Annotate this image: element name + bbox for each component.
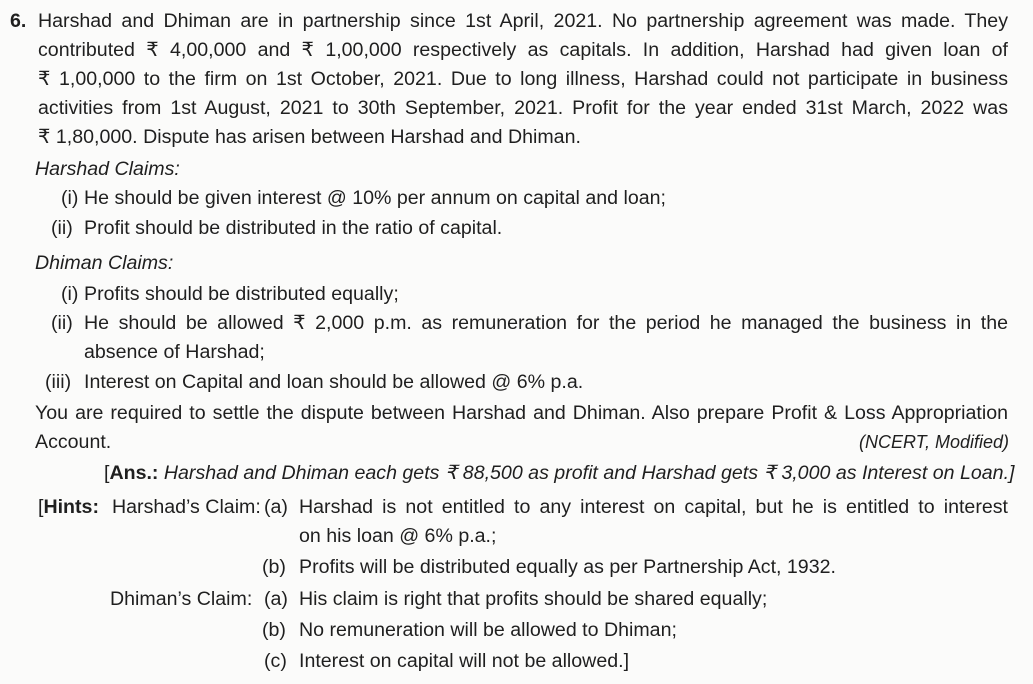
answer-open-bracket: [ [104,462,110,484]
hint-harshad-b-text: Profits will be distributed equally as per Partnership Act, 1932. [299,556,836,578]
dhiman-claims-heading: Dhiman Claims: [35,252,174,274]
answer-line [104,458,1014,488]
harshad-claim-1-marker: (i) [61,187,79,209]
dhiman-claim-3-marker: (iii) [45,371,72,393]
question-number: 6. [10,10,27,32]
dhiman-claim-3-text: Interest on Capital and loan should be allowed @ 6% p.a. [84,371,584,393]
required-line-2: Account. [35,431,112,453]
answer-label: Ans.: [109,462,159,484]
source-citation: (NCERT, Modified) [858,432,1009,452]
hint-dhiman-b-marker: (b) [262,619,286,641]
dhiman-claim-2-text-line1: He should be allowed ₹ 2,000 p.m. as remuneration for the period he managed the business in the [84,312,1008,334]
hints-label-line [38,492,99,522]
hint-dhiman-a-text: His claim is right that profits should be shared equally; [299,588,768,610]
hint-harshad-b-marker: (b) [262,556,286,578]
hint-dhiman-a-marker: (a) [264,588,288,610]
harshad-claim-2-marker: (ii) [51,217,73,239]
hint-dhiman-b-text: No remuneration will be allowed to Dhiman; [299,619,677,641]
paragraph-line-5: ₹ 1,80,000. Dispute has arisen between Harshad and Dhiman. [38,126,581,148]
answer-text: Harshad and Dhiman each gets ₹ 88,500 as profit and Harshad gets ₹ 3,000 as Interest on Loan.] [158,462,1015,484]
paragraph-line-2: contributed ₹ 4,00,000 and ₹ 1,00,000 respectively as capitals. In addition, Harshad had given loan of [38,39,1008,61]
hint-harshad-a-line1: Harshad is not entitled to any interest on capital, but he is entitled to interest [299,496,1008,518]
harshad-claim-2-text: Profit should be distributed in the ratio of capital. [84,217,503,239]
dhiman-claim-2-text-line2: absence of Harshad; [84,341,265,363]
hint-harshad-a-line2: on his loan @ 6% p.a.; [299,525,497,547]
harshad-claim-1-text: He should be given interest @ 10% per annum on capital and loan; [84,187,666,209]
hint-dhiman-c-text: Interest on capital will not be allowed.] [299,650,630,672]
dhiman-claim-2-marker: (ii) [51,312,73,334]
hints-open-bracket: [ [38,496,44,518]
paragraph-line-4: activities from 1st August, 2021 to 30th September, 2021. Profit for the year ended 31st March, 2022 was [38,97,1008,119]
hint-dhiman-c-marker: (c) [264,650,287,672]
required-line-1: You are required to settle the dispute between Harshad and Dhiman. Also prepare Profit & Loss Appropriation [35,402,1008,424]
harshad-claim-hint-label: Harshad’s Claim: [112,496,261,518]
paragraph-line-1: Harshad and Dhiman are in partnership since 1st April, 2021. No partnership agreement was made. They [38,10,1008,32]
dhiman-claim-1-marker: (i) [61,283,79,305]
harshad-claims-heading: Harshad Claims: [35,158,180,180]
dhiman-claim-1-text: Profits should be distributed equally; [84,283,399,305]
dhiman-claim-hint-label: Dhiman’s Claim: [110,588,253,610]
hints-label: Hints: [43,496,99,518]
paragraph-line-3: ₹ 1,00,000 to the firm on 1st October, 2021. Due to long illness, Harshad could not participate in business [38,68,1008,90]
hint-harshad-a-marker: (a) [264,496,288,518]
